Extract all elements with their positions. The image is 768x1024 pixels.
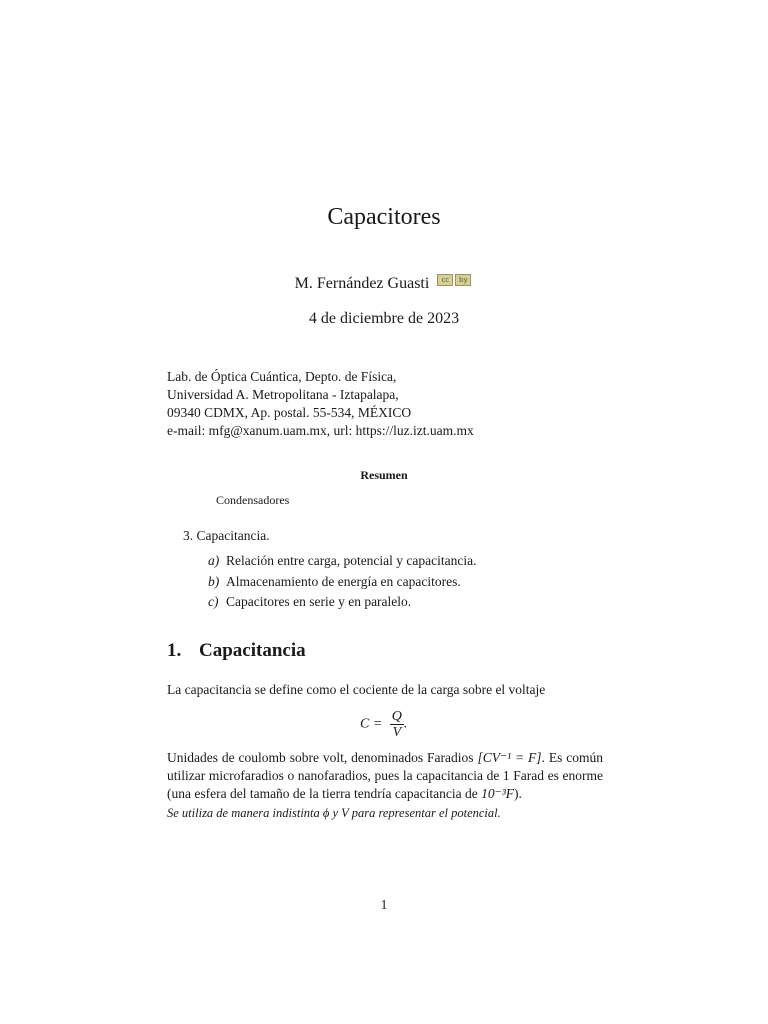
subtopic-item (208, 592, 477, 613)
topic-list (183, 528, 477, 613)
affiliation-line: Universidad A. Metropolitana - Iztapalapa, (167, 387, 399, 402)
units-text-end: ). (514, 786, 522, 801)
affiliation-line: 09340 CDMX, Ap. postal. 55-534, MÉXICO (167, 405, 412, 420)
abstract-heading: Resumen (360, 468, 408, 482)
equation-numerator: Q (391, 709, 402, 724)
affiliation-line: Lab. de Óptica Cuántica, Depto. de Física, (167, 369, 397, 384)
units-text-continued: . Es común utilizar microfaradios o nanofaradios, pues la capacitancia de 1 Farad es enorme (una esfera del tamaño de la tierra tendría capacitancia de (167, 750, 603, 801)
license-badge-icon (437, 269, 473, 287)
page-number: 1 (380, 897, 388, 912)
subtopic-item (208, 551, 477, 572)
topic-number: 3. (183, 528, 194, 543)
section-number: 1. (167, 640, 182, 661)
equation-lhs: C = (360, 716, 383, 732)
topic-label: Capacitancia. (196, 528, 270, 543)
abstract-text: Condensadores (216, 493, 290, 507)
author-name: M. Fernández Guasti (294, 275, 430, 292)
subtopic-text: Almacenamiento de energía en capacitores. (226, 573, 461, 589)
units-formula: [CV⁻¹ = F] (477, 750, 542, 765)
section-intro: La capacitancia se define como el cociente de la carga sobre el voltaje (167, 682, 546, 697)
units-paragraph (167, 749, 603, 803)
units-text: Unidades de coulomb sobre volt, denominados Faradios (167, 750, 478, 765)
subtopic-text: Relación entre carga, potencial y capacitancia. (226, 553, 477, 568)
by-icon: by (455, 274, 471, 286)
section-title: Capacitancia (199, 640, 306, 661)
author-line (0, 269, 768, 293)
subtopic-label: c) (208, 594, 219, 609)
section-heading (167, 640, 306, 662)
subtopic-label: b) (208, 573, 220, 589)
subtopic-label: a) (208, 553, 220, 568)
document-date: 4 de diciembre de 2023 (308, 310, 460, 327)
subtopic-item (208, 572, 477, 593)
subtopic-text: Capacitores en serie y en paralelo. (226, 594, 412, 609)
earth-capacitance-formula: 10⁻³F (481, 786, 514, 801)
cc-icon: cc (437, 274, 453, 286)
equation-denominator: V (392, 725, 402, 740)
equation-end: . (403, 716, 408, 732)
topic-item (183, 528, 477, 544)
equation-fraction (390, 709, 404, 740)
affiliation-contact: e-mail: mfg@xanum.uam.mx, url: https://luz.izt.uam.mx (167, 423, 474, 438)
capacitance-equation (360, 709, 407, 740)
subtopic-list (208, 551, 477, 613)
affiliation-block (167, 368, 474, 440)
potential-note: Se utiliza de manera indistinta ϕ y V para representar el potencial. (167, 806, 501, 820)
document-title: Capacitores (327, 204, 441, 230)
